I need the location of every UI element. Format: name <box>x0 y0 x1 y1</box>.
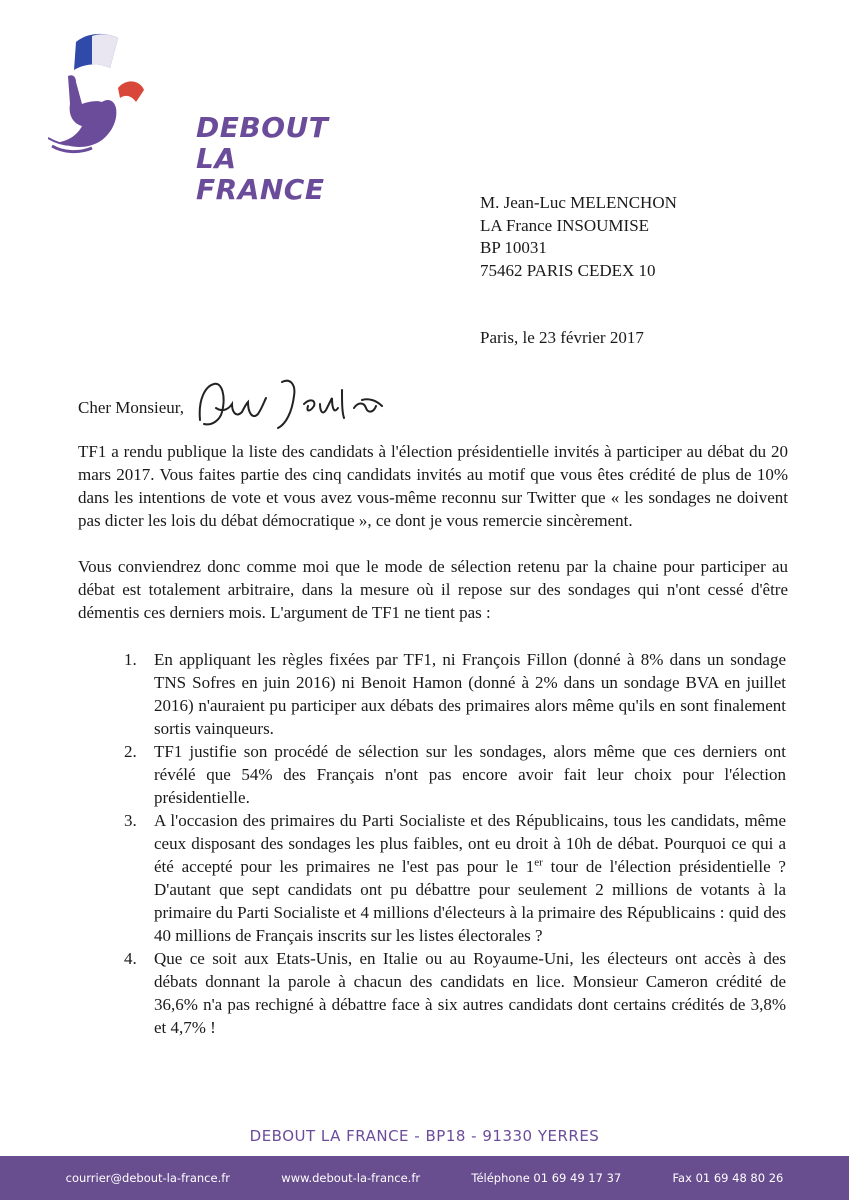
raised-fist-figure-icon <box>48 28 198 158</box>
party-name-line2: LA FRANCE <box>196 142 325 206</box>
argument-paragraph: Vous conviendrez donc comme moi que le mode de sélection retenu par la chaine pour participer au débat est totalement arbitraire, dans la mesure où il repose sur des sondages qui n'ont cessé d'être démentis ces derniers mois. L'argument de TF1 ne tient pas : <box>78 557 788 622</box>
list-item <box>120 809 786 947</box>
list-item-number: 4. <box>124 949 137 968</box>
intro-paragraph: TF1 a rendu publique la liste des candidats à l'élection présidentielle invités à participer au débat du 20 mars 2017. Vous faites partie des cinq candidats invités au motif que vous êtes crédité de plus de 10% dans les intentions de vote et vous avez vous-même reconnu sur Twitter que « les sondages ne doivent pas dicter les lois du débat démocratique », ce dont je vous remercie sincèrement. <box>78 442 788 530</box>
list-item-number: 3. <box>124 811 137 830</box>
list-item-number: 1. <box>124 650 137 669</box>
list-item <box>120 947 786 1039</box>
argument-list <box>120 648 786 1039</box>
footer-email: courrier@debout-la-france.fr <box>65 1171 231 1185</box>
footer-phone: Téléphone 01 69 49 17 37 <box>471 1171 622 1185</box>
party-logo <box>48 28 338 206</box>
footer-address: DEBOUT LA FRANCE - BP18 - 91330 YERRES <box>249 1127 600 1145</box>
footer-website: www.debout-la-france.fr <box>281 1171 421 1185</box>
recipient-name: M. Jean-Luc MELENCHON <box>480 193 677 212</box>
recipient-address <box>480 192 677 282</box>
handwritten-annotation <box>192 368 392 438</box>
list-item-text: En appliquant les règles fixées par TF1, ni François Fillon (donné à 8% dans un sondage TNS Sofres en juin 2016) ni Benoit Hamon (donné à 2% dans un sondage BVA en juillet 2016) n'auraient pu participer aux débats des primaires alors même qu'ils en sont finalement sortis vainqueurs. <box>154 650 786 738</box>
party-name <box>196 112 338 205</box>
date-line: Paris, le 23 février 2017 <box>480 328 644 347</box>
list-item-text-part: tour de l'élection présidentielle ? D'autant que sept candidats ont pu débattre pour seulement 2 millions de votants à la primaire du Parti Socialiste et 4 millions d'électeurs à la primaire des Républicains : quid des 40 millions de Français inscrits sur les listes électorales ? <box>154 857 786 945</box>
list-item-text <box>154 811 786 945</box>
party-name-line1: DEBOUT <box>196 111 329 144</box>
recipient-org: LA France INSOUMISE <box>480 215 650 235</box>
greeting: Cher Monsieur, <box>78 398 185 417</box>
footer-contact-bar <box>0 1156 849 1200</box>
list-item-number: 2. <box>124 742 137 761</box>
ordinal-superscript: er <box>534 856 543 869</box>
list-item-text-part: A l'occasion des primaires du Parti Socialiste et des Républicains, tous les candidats, même ceux disposant des sondages les plus faibles, ont eu droit à 10h de débat. Pourquoi ce qui a été accepté pour les primaires ne l'est pas pour le 1 <box>154 811 786 876</box>
footer-fax: Fax 01 69 48 80 26 <box>672 1171 784 1185</box>
list-item <box>120 648 786 740</box>
recipient-city: 75462 PARIS CEDEX 10 <box>480 260 656 280</box>
list-item-text: TF1 justifie son procédé de sélection sur les sondages, alors même que ces derniers ont révélé que 54% des Français n'ont pas encore avoir fait leur choix pour l'élection présidentielle. <box>154 742 786 807</box>
list-item-text: Que ce soit aux Etats-Unis, en Italie ou au Royaume-Uni, les électeurs ont accès à des débats donnant la parole à chacun des candidats en lice. Monsieur Cameron crédité de 36,6% n'a pas rechigné à débattre face à six autres candidats dont certains crédités de 3,8% et 4,7% ! <box>154 949 786 1037</box>
list-item <box>120 740 786 809</box>
recipient-po-box: BP 10031 <box>480 238 547 257</box>
